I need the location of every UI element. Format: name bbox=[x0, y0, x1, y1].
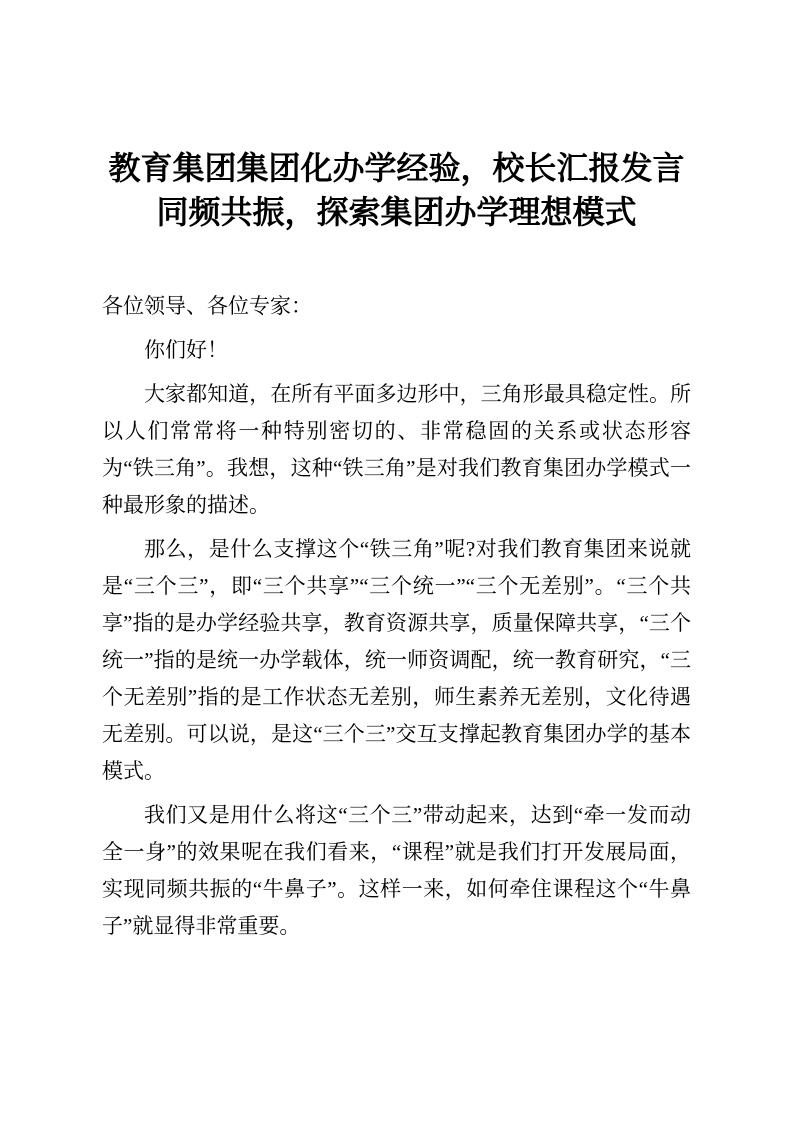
paragraph-1: 大家都知道，在所有平面多边形中，三角形最具稳定性。所以人们常常将一种特别密切的、非常稳固的关系或状态形容为“铁三角”。我想，这种“铁三角”是对我们教育集团办学模式一种最形象的描述。 bbox=[102, 382, 691, 517]
document-title-line-2: 同频共振，探索集团办学理想模式 bbox=[156, 194, 637, 230]
salutation-line: 各位领导、各位专家： bbox=[102, 294, 312, 318]
document-body bbox=[102, 288, 691, 945]
document-title bbox=[102, 146, 691, 234]
document-title-line-1: 教育集团集团化办学经验，校长汇报发言 bbox=[108, 150, 685, 186]
paragraph-3: 我们又是用什么将这“三个三”带动起来，达到“牵一发而动全一身”的效果呢在我们看来，“课程”就是我们打开发展局面，实现同频共振的“牛鼻子”。这样一来，如何牵住课程这个“牛鼻子”就显得非常重要。 bbox=[102, 803, 691, 938]
greeting-line: 你们好！ bbox=[144, 338, 228, 362]
paragraph-2: 那么，是什么支撑这个“铁三角”呢?对我们教育集团来说就是“三个三”，即“三个共享”“三个统一”“三个无差别”。“三个共享”指的是办学经验共享，教育资源共享，质量保障共享，“三个统一”指的是统一办学载体，统一师资调配，统一教育研究，“三个无差别”指的是工作状态无差别，师生素养无差别，文化待遇无差别。可以说，是这“三个三”交互支撑起教育集团办学的基本模式。 bbox=[102, 537, 691, 783]
